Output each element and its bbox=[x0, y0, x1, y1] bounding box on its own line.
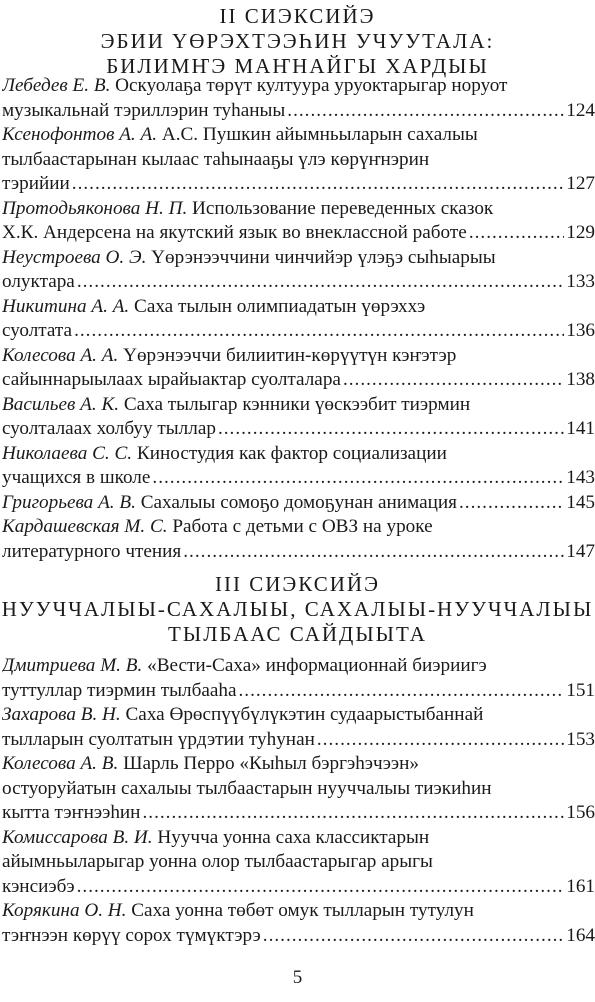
entry-title-start: А.С. Пушкин айымньыларын сахалыы bbox=[157, 124, 478, 145]
entry-author: Лебедев Е. В. bbox=[2, 75, 111, 96]
entry-page-number: 138 bbox=[566, 369, 595, 390]
entry-last-line bbox=[2, 801, 595, 826]
entry-last-line bbox=[2, 491, 595, 516]
section-2-number: II СИЭКСИЙЭ bbox=[219, 4, 376, 28]
entry-page-number: 136 bbox=[566, 320, 595, 341]
dot-leader bbox=[218, 417, 564, 442]
entry-title-start: Саха уонна төбөт омук тылларын тутулун bbox=[126, 900, 474, 921]
dot-leader bbox=[183, 540, 564, 565]
entry-author: Николаева С. С. bbox=[2, 442, 133, 464]
entry-title-start: Киностудия как фактор социализации bbox=[132, 442, 447, 464]
dot-leader bbox=[263, 924, 564, 949]
entry-first-line bbox=[2, 515, 595, 540]
entry-page-number: 124 bbox=[566, 99, 595, 121]
entry-title-end: Сахалыы сомоҕо домоҕунан анимация bbox=[135, 491, 457, 513]
entry-title-end: Х.К. Андерсена на якутский язык во внеклассной работе bbox=[2, 222, 467, 243]
toc-entry bbox=[2, 899, 595, 948]
entry-first-line bbox=[2, 654, 595, 679]
entry-last-line bbox=[2, 221, 595, 246]
toc-entry bbox=[2, 654, 595, 703]
entry-first-line bbox=[2, 703, 595, 728]
entry-author: Григорьева А. В. bbox=[2, 491, 136, 513]
toc-entry bbox=[2, 197, 595, 246]
entry-author: Колесова А. В. bbox=[2, 753, 119, 774]
entry-last-line bbox=[2, 875, 595, 900]
entry-first-line bbox=[2, 246, 595, 271]
entry-first-line bbox=[2, 393, 595, 418]
toc-entry bbox=[2, 393, 595, 442]
toc-entry bbox=[2, 752, 595, 826]
entry-page-number: 145 bbox=[566, 491, 595, 513]
section-3-title-line-2: ТЫЛБААС САЙДЫЫТА bbox=[168, 621, 427, 646]
section-2-title-line-1: ЭБИИ ҮӨРЭХТЭЭҺИН УЧУУТАЛА: bbox=[100, 29, 495, 53]
entry-last-line bbox=[2, 319, 595, 344]
entry-text bbox=[2, 491, 457, 516]
section-2-heading bbox=[0, 3, 595, 78]
entry-last-line bbox=[2, 728, 595, 753]
toc-entry bbox=[2, 826, 595, 900]
entry-title-start: Саха тылын олимпиадатын үөрэххэ bbox=[129, 295, 426, 317]
entry-last-line bbox=[2, 417, 595, 442]
toc-entry bbox=[2, 246, 595, 295]
entry-first-line bbox=[2, 123, 595, 148]
entry-title-end: кытта тэҥнээһин bbox=[2, 802, 141, 823]
entry-last-line bbox=[2, 368, 595, 393]
dot-leader bbox=[459, 491, 564, 516]
section-2-title-line-2: БИЛИМҤЭ МАҤНАЙГЫ ХАРДЫЫ bbox=[106, 53, 489, 78]
entry-first-line bbox=[2, 826, 595, 851]
entry-title-end: музыкальнай тэриллэрин туһаныы bbox=[2, 99, 286, 121]
entry-first-line bbox=[2, 344, 595, 369]
entry-author: Дмитриева М. В. bbox=[2, 655, 143, 676]
entry-last-line bbox=[2, 540, 595, 565]
toc-entry bbox=[2, 123, 595, 197]
entry-page-number: 151 bbox=[566, 679, 595, 701]
entry-author: Неустроева О. Э. bbox=[2, 246, 147, 268]
section-3-heading bbox=[0, 571, 595, 646]
entry-page-number: 161 bbox=[566, 875, 595, 897]
dot-leader bbox=[142, 801, 564, 826]
dot-leader bbox=[77, 875, 565, 900]
section-3-title-line-1: НУУЧЧАЛЫЫ-САХАЛЫЫ, САХАЛЫЫ-НУУЧЧАЛЫЫ bbox=[1, 597, 594, 621]
toc-entry bbox=[2, 295, 595, 344]
entry-last-line bbox=[2, 679, 595, 704]
entry-title-end: тылларын суолтатын үрдэтии туһунан bbox=[2, 728, 315, 750]
dot-leader bbox=[287, 99, 564, 124]
entry-page-number: 129 bbox=[566, 222, 595, 243]
entry-title-end: тэҥнээн көрүү сорох түмүктэрэ bbox=[2, 924, 261, 946]
entry-title-start: Шарль Перро «Кыһыл бэргэһэчээн» bbox=[118, 753, 420, 774]
entry-last-line bbox=[2, 270, 595, 295]
entry-author: Васильев А. К. bbox=[2, 393, 120, 415]
entry-page-number: 153 bbox=[566, 728, 595, 750]
entry-title-line: тылбаастарынан кылаас таһынааҕы үлэ көрүҥнэрин bbox=[2, 148, 430, 170]
section-3-toc bbox=[2, 654, 595, 948]
entry-page-number: 141 bbox=[566, 418, 595, 439]
entry-page-number: 127 bbox=[566, 173, 595, 194]
toc-entry bbox=[2, 442, 595, 491]
entry-title-line: остуоруйатын сахалыы тылбаастарын нууччалыы тиэкиһин bbox=[2, 777, 492, 799]
section-3-number: III СИЭКСИЙЭ bbox=[215, 572, 380, 596]
entry-last-line bbox=[2, 99, 595, 124]
entry-first-line bbox=[2, 442, 595, 467]
entry-title-line: айымньыларыгар уонна олор тылбаастарыгар арыгы bbox=[2, 851, 433, 872]
dot-leader bbox=[317, 728, 564, 753]
toc-entry bbox=[2, 703, 595, 752]
entry-author: Колесова А. А. bbox=[2, 344, 119, 366]
entry-title-start: Үөрэнээччи билиитин-көрүүтүн кэҥэтэр bbox=[118, 344, 457, 366]
dot-leader bbox=[74, 319, 564, 344]
toc-entry bbox=[2, 344, 595, 393]
dot-leader bbox=[72, 172, 564, 197]
entry-author: Ксенофонтов А. А. bbox=[2, 124, 158, 145]
entry-page-number: 147 bbox=[566, 540, 595, 562]
entry-title-start: Нуучча уонна саха классиктарын bbox=[152, 826, 430, 848]
entry-title-end: олуктара bbox=[2, 271, 75, 292]
entry-author: Протодьяконова Н. П. bbox=[2, 197, 188, 219]
entry-title-end: суолталаах холбуу тыллар bbox=[2, 418, 216, 439]
entry-author: Корякина О. Н. bbox=[2, 900, 127, 921]
entry-page-number: 164 bbox=[566, 924, 595, 946]
entry-title-start: Работа с детьми с ОВЗ на уроке bbox=[167, 516, 433, 537]
entry-last-line bbox=[2, 924, 595, 949]
entry-title-start: Использование переведенных сказок bbox=[187, 197, 494, 219]
entry-first-line bbox=[2, 197, 595, 222]
entry-first-line bbox=[2, 899, 595, 924]
entry-author: Никитина А. А. bbox=[2, 295, 130, 317]
entry-first-line bbox=[2, 74, 595, 99]
entry-title-end: туттуллар тиэрмин тылбааһа bbox=[2, 679, 237, 701]
entry-title-start: Оскуолаҕа төрүт култуура уруоктарыгар норуот bbox=[110, 75, 508, 96]
entry-title-end: сайыннарыылаах ырайыактар суолталара bbox=[2, 369, 341, 390]
dot-leader bbox=[152, 466, 564, 491]
entry-title-start: Үөрэнээччини чинчийэр үлэҕэ сыһыарыы bbox=[146, 246, 496, 268]
dot-leader bbox=[469, 221, 564, 246]
entry-author: Захарова В. Н. bbox=[2, 704, 121, 725]
entry-title-end: тэрийии bbox=[2, 173, 70, 194]
entry-page-number: 133 bbox=[566, 271, 595, 292]
entry-author: Комиссарова В. И. bbox=[2, 826, 153, 848]
entry-last-line bbox=[2, 172, 595, 197]
entry-title-end: литературного чтения bbox=[2, 540, 182, 562]
entry-title-start: Саха Өрөспүүбүлүкэтин судаарыстыбаннай bbox=[120, 704, 484, 725]
entry-last-line bbox=[2, 466, 595, 491]
page-number: 5 bbox=[292, 967, 303, 988]
entry-first-line bbox=[2, 752, 595, 777]
entry-author: Кардашевская М. С. bbox=[2, 516, 168, 537]
entry-first-line bbox=[2, 295, 595, 320]
entry-title-start: «Вести-Саха» информационнай биэриигэ bbox=[142, 655, 487, 676]
toc-entry bbox=[2, 74, 595, 123]
entry-title-end: кэнсиэбэ bbox=[2, 875, 75, 897]
entry-title-end: учащихся в школе bbox=[2, 467, 151, 488]
section-2-toc bbox=[2, 74, 595, 564]
dot-leader bbox=[77, 270, 564, 295]
entry-title-end: суолтата bbox=[2, 320, 73, 341]
toc-entry bbox=[2, 491, 595, 516]
entry-title-start: Саха тылыгар кэнники үөскээбит тиэрмин bbox=[119, 393, 471, 415]
toc-entry bbox=[2, 515, 595, 564]
entry-page-number: 143 bbox=[566, 467, 595, 488]
dot-leader bbox=[343, 368, 564, 393]
entry-page-number: 156 bbox=[566, 802, 595, 823]
dot-leader bbox=[238, 679, 564, 704]
